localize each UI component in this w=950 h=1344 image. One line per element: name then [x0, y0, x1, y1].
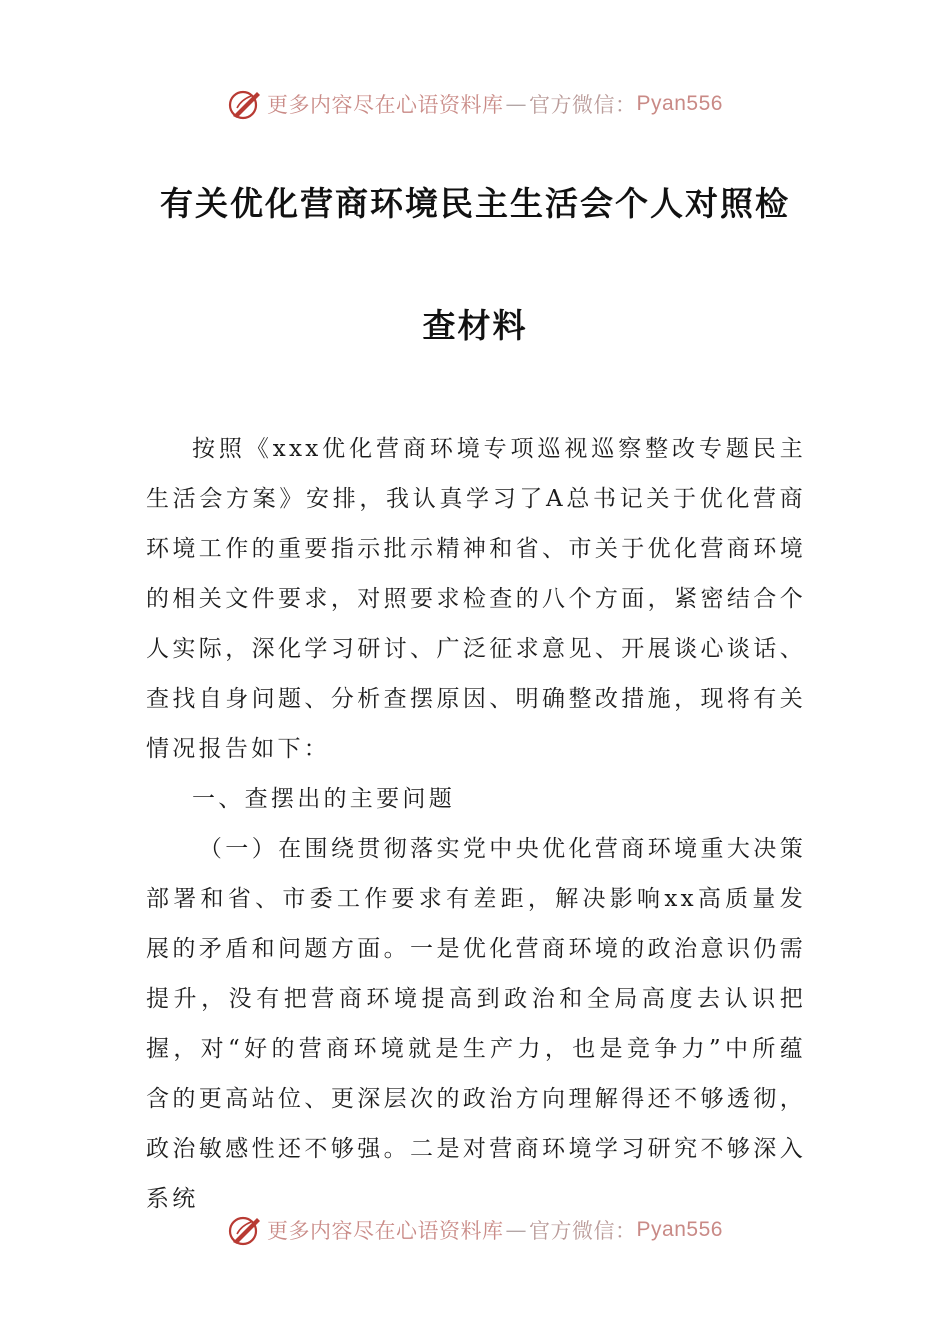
document-body: [146, 424, 806, 1224]
watermark-account: Pyan556: [636, 92, 723, 115]
paragraph-item-1: （一）在围绕贯彻落实党中央优化营商环境重大决策部署和省、市委工作要求有差距，解决影响xx高质量发展的矛盾和问题方面。一是优化营商环境的政治意识仍需提升，没有把营商环境提高到政治和全局高度去认识把握，对“好的营商环境就是生产力，也是竞争力”中所蕴含的更高站位、更深层次的政治方向理解得还不够透彻，政治敏感性还不够强。二是对营商环境学习研究不够深入系统: [146, 836, 806, 1212]
section-heading-1: 一、查摆出的主要问题: [192, 786, 455, 812]
document-title-line2: 查材料: [422, 306, 528, 345]
quill-pen-icon: [227, 86, 263, 122]
document-title-line1: 有关优化营商环境民主生活会个人对照检: [160, 184, 790, 223]
watermark-text: 更多内容尽在心语资料库: [267, 1219, 504, 1243]
watermark-wechat-label: 官方微信：: [529, 1219, 637, 1243]
quill-pen-icon: [227, 1212, 263, 1248]
watermark-banner-bottom: [0, 1208, 950, 1252]
watermark-dash: —: [505, 92, 528, 116]
watermark-text: 更多内容尽在心语资料库: [267, 93, 504, 117]
watermark-banner-top: [0, 82, 950, 126]
watermark-dash: —: [505, 1218, 528, 1242]
watermark-wechat-label: 官方微信：: [529, 93, 637, 117]
watermark-account: Pyan556: [636, 1218, 723, 1241]
paragraph-intro: 按照《xxx优化营商环境专项巡视巡察整改专题民主生活会方案》安排，我认真学习了A总书记关于优化营商环境工作的重要指示批示精神和省、市关于优化营商环境的相关文件要求，对照要求检查的八个方面，紧密结合个人实际，深化学习研讨、广泛征求意见、开展谈心谈话、查找自身问题、分析查摆原因、明确整改措施，现将有关情况报告如下：: [146, 436, 806, 762]
